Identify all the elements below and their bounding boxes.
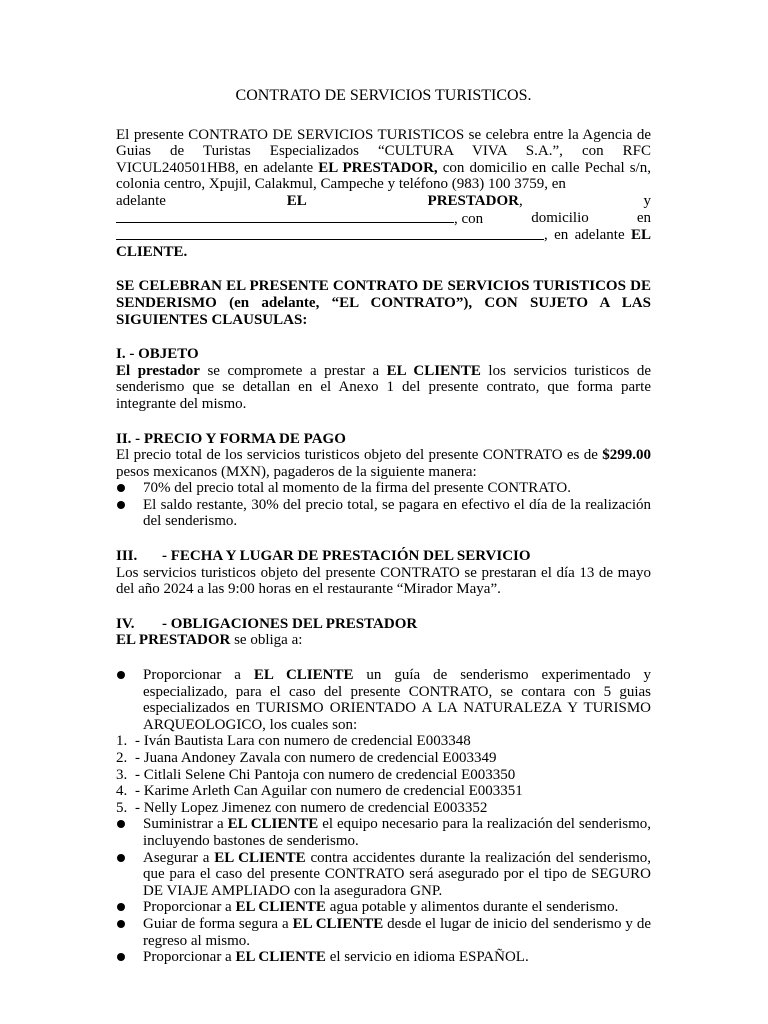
section-2-text: El precio total de los servicios turisticos objeto del presente CONTRATO es de $299.00 pesos mexicanos (MXN), pagaderos de la siguiente manera: — [116, 447, 651, 480]
section-4-subheading: EL PRESTADOR se obliga a: — [116, 632, 303, 649]
bullet-icon — [117, 501, 125, 509]
obligations-list-continued — [116, 816, 651, 965]
document-content — [116, 88, 651, 966]
section-3-text: Los servicios turisticos objeto del presente CONTRATO se prestaran el día 13 de mayo del año 2024 a las 9:00 horas en el restaurante “Mirador Maya”. — [116, 564, 651, 598]
list-item: El saldo restante, 30% del precio total, se pagara en efectivo el día de la realización del senderismo. — [116, 497, 651, 530]
payment-list — [116, 480, 651, 530]
preamble: SE CELEBRAN EL PRESENTE CONTRATO DE SERVICIOS TURISTICOS DE SENDERISMO (en adelante, “EL CONTRATO”), CON SUJETO A LAS SIGUIENTES CLAUSULAS: — [116, 278, 651, 328]
bullet-icon — [117, 484, 125, 492]
blank-line-address — [116, 227, 544, 240]
blank-line-name — [116, 210, 454, 223]
bullet-icon — [117, 920, 125, 928]
bullet-icon — [117, 903, 125, 911]
section-4-heading: IV. - OBLIGACIONES DEL PRESTADOR — [116, 615, 418, 632]
list-item: 70% del precio total al momento de la firma del presente CONTRATO. — [116, 480, 651, 497]
section-3-heading: III. - FECHA Y LUGAR DE PRESTACIÓN DEL SERVICIO — [116, 548, 531, 565]
list-item: Asegurar a EL CLIENTE contra accidentes durante la realización del senderismo, que para el caso del presente CONTRATO será asegurado por el tipo de SEGURO DE VIAJE AMPLIADO con la aseguradora GNP. — [116, 850, 651, 900]
guide-item: 2. - Juana Andoney Zavala con numero de credencial E003349 — [116, 750, 497, 766]
guide-item: 3. - Citlali Selene Chi Pantoja con numero de credencial E003350 — [116, 766, 516, 783]
guide-item: 5. - Nelly Lopez Jimenez con numero de credencial E003352 — [116, 799, 488, 816]
guide-item: 1. - Iván Bautista Lara con numero de credencial E003348 — [116, 733, 471, 750]
document-title: CONTRATO DE SERVICIOS TURISTICOS. — [235, 87, 532, 104]
list-item: Suministrar a EL CLIENTE el equipo necesario para la realización del senderismo, incluyendo bastones de senderismo. — [116, 816, 651, 849]
intro-line-adelante: adelante EL PRESTADOR, y — [116, 192, 651, 209]
guide-item: 4. - Karime Arleth Can Aguilar con numero de credencial E003351 — [116, 783, 523, 800]
bullet-icon — [117, 820, 125, 828]
list-item: Guiar de forma segura a EL CLIENTE desde el lugar de inicio del senderismo y de regreso al mismo. — [116, 916, 651, 949]
guides-list — [116, 733, 651, 816]
intro-paragraph: El presente CONTRATO DE SERVICIOS TURISTICOS se celebra entre la Agencia de Guias de Turistas Especializados “CULTURA VIVA S.A.”, con RFC VICUL240501HB8, en adelante EL PRESTADOR, con domicilio en calle Pechal s/n, colonia centro, Xpujil, Calakmul, Campeche y teléfono (983) 100 3759, en adelante EL PRESTADOR, y , con domicilio en , en adelante EL CLIENTE. — [116, 126, 651, 260]
intro-line-domicilio: , con domicilio en — [116, 210, 651, 228]
section-1-heading: I. - OBJETO — [116, 346, 199, 363]
obligations-list — [116, 667, 651, 733]
section-1-text: El prestador se compromete a prestar a EL CLIENTE los servicios turisticos de senderismo que se detallan en el Anexo 1 del presente contrato, que forma parte integrante del mismo. — [116, 362, 651, 412]
intro-line-cliente: , en adelante EL — [116, 227, 651, 244]
bullet-icon — [117, 854, 125, 862]
bullet-icon — [117, 953, 125, 961]
bullet-icon — [117, 671, 125, 679]
list-item: Proporcionar a EL CLIENTE un guía de senderismo experimentado y especializado, para el caso del presente CONTRATO, se contara con 5 guias especializados en TURISMO ORIENTADO A LA NATURALEZA Y TURISMO ARQUEOLOGICO, los cuales son: — [116, 667, 651, 733]
list-item: Proporcionar a EL CLIENTE el servicio en idioma ESPAÑOL. — [116, 949, 651, 966]
list-item: Proporcionar a EL CLIENTE agua potable y alimentos durante el senderismo. — [116, 899, 651, 916]
section-2-heading: II. - PRECIO Y FORMA DE PAGO — [116, 430, 346, 447]
